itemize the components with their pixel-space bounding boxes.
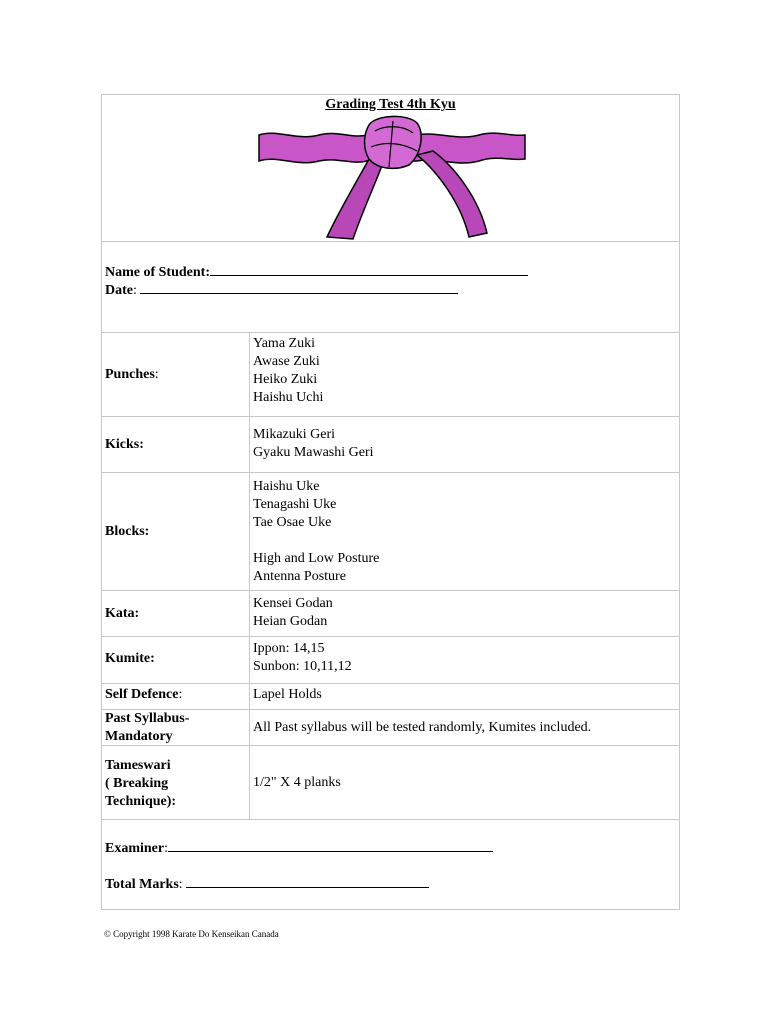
blocks-list <box>253 478 379 586</box>
name-of-student-label: Name of Student <box>105 265 206 280</box>
list-item: Gyaku Mawashi Geri <box>253 445 374 460</box>
kumite-list <box>253 640 352 676</box>
tameswari-label: Tameswari ( Breaking Technique): <box>105 758 177 809</box>
total-marks-line[interactable]: Total Marks: <box>105 874 429 894</box>
list-item: Awase Zuki <box>253 354 320 369</box>
list-item: Tae Osae Uke <box>253 515 332 530</box>
grading-sheet <box>101 94 680 910</box>
kata-row <box>102 590 679 637</box>
page-title: Grading Test 4th Kyu <box>325 97 456 112</box>
kumite-row <box>102 636 679 684</box>
examiner-label: Examiner <box>105 841 165 856</box>
examiner-line[interactable]: Examiner: <box>105 838 493 858</box>
list-item: Haishu Uchi <box>253 390 324 405</box>
past-syllabus-label: Past Syllabus- Mandatory <box>105 711 190 744</box>
examiner-blank[interactable] <box>168 838 493 852</box>
self-defence-label: Self Defence <box>105 687 179 702</box>
kicks-row <box>102 416 679 473</box>
list-item: Tenagashi Uke <box>253 497 337 512</box>
punches-row: Punches: Yama Zuki Awase Zuki Heiko Zuki Haishu Uchi <box>102 332 679 417</box>
student-info-row <box>102 241 679 333</box>
kicks-label: Kicks: <box>105 437 144 452</box>
tameswari-value: 1/2" X 4 planks <box>253 775 341 790</box>
past-syllabus-value: All Past syllabus will be tested randomly, Kumites included. <box>253 720 592 735</box>
total-marks-label: Total Marks <box>105 877 179 892</box>
header-row <box>102 95 679 241</box>
past-syllabus-row <box>102 709 679 746</box>
list-item: Kensei Godan <box>253 596 333 611</box>
total-marks-blank[interactable] <box>186 874 429 888</box>
list-item: Heian Godan <box>253 614 328 629</box>
date-label: Date <box>105 283 133 298</box>
punches-list <box>253 335 323 407</box>
list-item: High and Low Posture <box>253 551 380 566</box>
blocks-row <box>102 472 679 591</box>
examiner-row <box>102 819 679 911</box>
date-line[interactable]: Date: <box>105 280 458 300</box>
tameswari-row <box>102 745 679 820</box>
self-defence-row: Self Defence: Lapel Holds <box>102 683 679 710</box>
list-item: Heiko Zuki <box>253 372 318 387</box>
list-item: Ippon: 14,15 <box>253 641 325 656</box>
blocks-label: Blocks: <box>105 524 150 539</box>
name-of-student-blank[interactable] <box>210 262 528 276</box>
copyright-notice: © Copyright 1998 Karate Do Kenseikan Canada <box>104 929 279 939</box>
list-item: Haishu Uke <box>253 479 320 494</box>
list-item: Antenna Posture <box>253 569 346 584</box>
kumite-label: Kumite: <box>105 651 155 666</box>
kata-label: Kata: <box>105 606 140 621</box>
punches-label: Punches <box>105 367 155 382</box>
list-item: Sunbon: 10,11,12 <box>253 659 352 674</box>
belt-illustration <box>257 111 527 241</box>
date-blank[interactable] <box>140 280 458 294</box>
self-defence-value: Lapel Holds <box>253 687 322 702</box>
kata-list <box>253 595 333 631</box>
list-item: Yama Zuki <box>253 336 315 351</box>
kicks-list <box>253 426 374 462</box>
list-item: Mikazuki Geri <box>253 427 336 442</box>
name-of-student-line[interactable]: Name of Student: <box>105 262 528 282</box>
